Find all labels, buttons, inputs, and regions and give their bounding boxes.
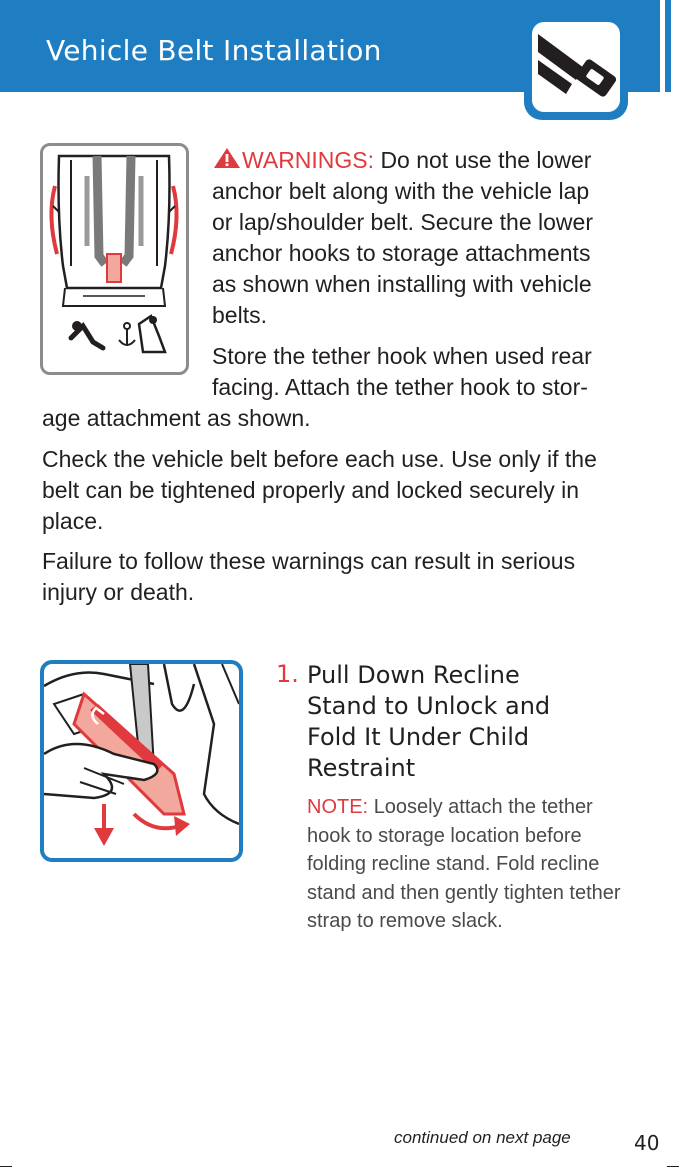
seat-belt-icon <box>532 22 620 112</box>
warning-triangle-icon <box>212 146 242 170</box>
step-title-line: Restraint <box>307 754 416 782</box>
recline-stand-illustration <box>40 660 243 862</box>
tether-line: age attachment as shown. <box>42 405 311 431</box>
failure-line: Failure to follow these warnings can result in serious <box>42 548 576 574</box>
warning-line: or lap/shoulder belt. Secure the lower <box>212 209 593 235</box>
tether-line: facing. Attach the tether hook to stor- <box>212 374 588 400</box>
failure-line: injury or death. <box>42 579 195 605</box>
tether-line: Store the tether hook when used rear <box>212 343 592 369</box>
step-number: 1. <box>276 660 299 688</box>
car-seat-illustration <box>40 143 189 375</box>
step-title-line: Pull Down Recline <box>307 661 520 689</box>
warning-label: WARNINGS: <box>242 147 375 173</box>
page-number: 40 <box>634 1131 660 1155</box>
crop-mark <box>667 1166 679 1167</box>
rear-facing-icon <box>71 321 103 348</box>
note-line: strap to remove slack. <box>307 910 503 932</box>
step-note <box>307 793 647 936</box>
step-title-line: Stand to Unlock and <box>307 692 551 720</box>
check-line: place. <box>42 508 104 534</box>
step-title-line: Fold It Under Child <box>307 723 530 751</box>
warning-line: Do not use the lower <box>380 147 592 173</box>
note-label: NOTE: <box>307 796 369 818</box>
crop-mark <box>0 1166 12 1167</box>
seat-belt-badge <box>524 18 628 120</box>
anchor-forward-facing-icon <box>119 316 165 352</box>
check-belt-warning <box>42 444 642 537</box>
failure-warning <box>42 546 642 608</box>
step-title <box>307 660 647 784</box>
note-line: Loosely attach the tether <box>373 796 593 818</box>
warning-line: as shown when installing with vehicle <box>212 271 592 297</box>
warning-line: anchor belt along with the vehicle lap <box>212 178 590 204</box>
note-line: folding recline stand. Fold recline <box>307 853 600 875</box>
note-line: hook to storage location before <box>307 824 582 847</box>
warning-line: belts. <box>212 302 267 328</box>
page-edge-bar <box>665 0 671 92</box>
tether-warning <box>212 341 652 403</box>
check-line: Check the vehicle belt before each use. Use only if the <box>42 446 597 472</box>
note-line: stand and then gently tighten tether <box>307 881 621 904</box>
page-title: Vehicle Belt Installation <box>46 34 382 67</box>
continued-note: continued on next page <box>394 1128 571 1147</box>
check-line: belt can be tightened properly and locked securely in <box>42 477 580 503</box>
warning-block <box>212 145 652 331</box>
tether-warning-end <box>42 403 642 434</box>
warning-line: anchor hooks to storage attachments <box>212 240 591 266</box>
